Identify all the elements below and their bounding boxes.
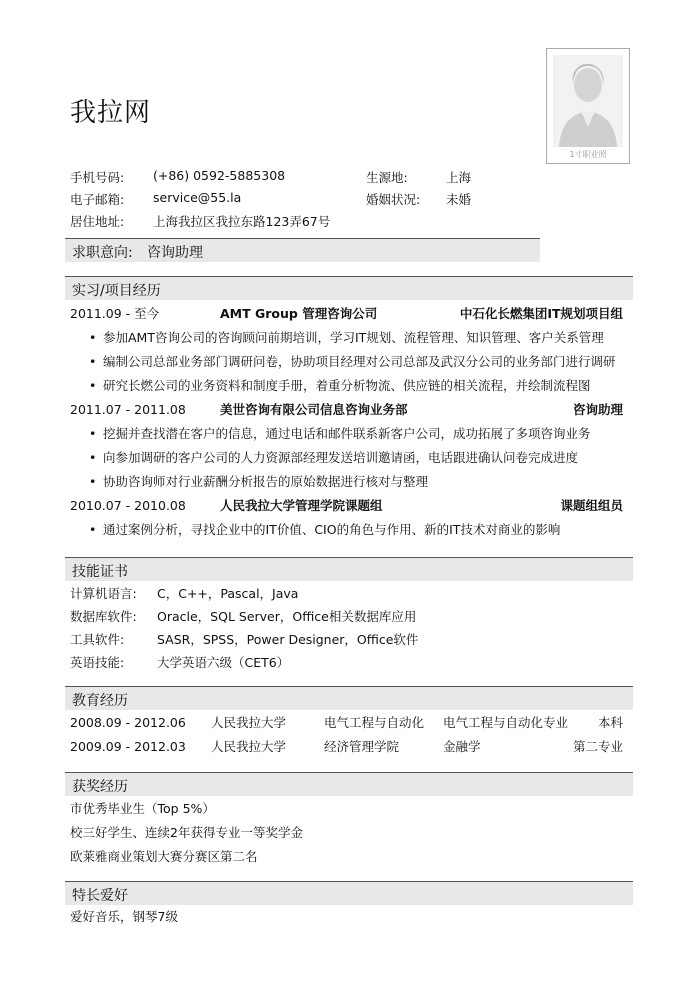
marital-value: 未婚 bbox=[446, 192, 472, 207]
exp2-bullet-1: • 挖掘并查找潜在客户的信息，通过电话和邮件联系新客户公司，成功拓展了多项咨询业务 bbox=[103, 425, 591, 443]
exp3-org: 人民我拉大学管理学院课题组 bbox=[220, 498, 383, 513]
job-intent-value: 咨询助理 bbox=[147, 245, 203, 261]
experience-section-header bbox=[65, 276, 633, 300]
hobbies-section-header bbox=[65, 881, 633, 905]
award-1: 市优秀毕业生（Top 5%） bbox=[70, 801, 215, 816]
exp3-date: 2010.07 - 2010.08 bbox=[70, 498, 186, 513]
edu1-school: 人民我拉大学 bbox=[211, 715, 287, 730]
profile-photo bbox=[546, 48, 630, 164]
exp1-bullet-1: • 参加AMT咨询公司的咨询顾问前期培训，学习IT规划、流程管理、知识管理、客户关系管理 bbox=[103, 329, 604, 347]
exp3-role: 课题组组员 bbox=[560, 498, 623, 513]
resume-name: 我拉网 bbox=[70, 98, 152, 128]
phone-value: (+86) 0592-5885308 bbox=[153, 168, 286, 183]
origin-label: 生源地: bbox=[366, 170, 408, 185]
award-2: 校三好学生、连续2年获得专业一等奖学金 bbox=[70, 825, 303, 840]
edu2-school: 人民我拉大学 bbox=[211, 739, 287, 754]
address-value: 上海我拉区我拉东路123弄67号 bbox=[153, 214, 331, 229]
job-intent-section bbox=[65, 238, 540, 262]
phone-label: 手机号码: bbox=[70, 170, 125, 185]
exp2-bullet-3: • 协助咨询师对行业薪酬分析报告的原始数据进行核对与整理 bbox=[103, 473, 428, 491]
exp2-org: 美世咨询有限公司信息咨询业务部 bbox=[220, 402, 408, 417]
awards-title: 获奖经历 bbox=[72, 779, 128, 795]
exp3-bullet-1: • 通过案例分析，寻找企业中的IT价值、CIO的角色与作用、新的IT技术对商业的影响 bbox=[103, 521, 560, 539]
job-intent-label: 求职意向: bbox=[72, 245, 133, 261]
edu1-college: 电气工程与自动化 bbox=[324, 715, 425, 730]
skills-section-header bbox=[65, 557, 633, 581]
edu2-degree: 第二专业 bbox=[572, 739, 623, 754]
exp1-bullet-2: • 编制公司总部业务部门调研问卷，协助项目经理对公司总部及武汉分公司的业务部门进行调研 bbox=[103, 353, 616, 371]
exp1-role: 中石化长燃集团IT规划项目组 bbox=[459, 306, 623, 321]
award-3: 欧莱雅商业策划大赛分赛区第二名 bbox=[70, 849, 258, 864]
exp2-date: 2011.07 - 2011.08 bbox=[70, 402, 186, 417]
skill-value-4: 大学英语六级（CET6） bbox=[157, 655, 290, 670]
edu2-college: 经济管理学院 bbox=[324, 739, 400, 754]
skill-value-1: C，C++，Pascal，Java bbox=[157, 586, 299, 601]
hobbies-title: 特长爱好 bbox=[72, 888, 128, 904]
origin-value: 上海 bbox=[446, 170, 472, 185]
skill-label-1: 计算机语言: bbox=[70, 586, 137, 601]
skill-label-3: 工具软件: bbox=[70, 632, 125, 647]
email-value: service@55.la bbox=[153, 190, 242, 205]
hobbies-text: 爱好音乐，钢琴7级 bbox=[70, 909, 178, 924]
exp2-bullet-2: • 向参加调研的客户公司的人力资源部经理发送培训邀请函，电话跟进确认问卷完成进度 bbox=[103, 449, 578, 467]
exp1-date: 2011.09 - 至今 bbox=[70, 306, 160, 321]
skills-title: 技能证书 bbox=[72, 564, 128, 580]
person-silhouette-icon bbox=[553, 55, 623, 147]
photo-caption: 1寸职业照 bbox=[569, 150, 607, 159]
awards-section-header bbox=[65, 772, 633, 796]
exp1-bullet-3: • 研究长燃公司的业务资料和制度手册，着重分析物流、供应链的相关流程，并绘制流程图 bbox=[103, 377, 591, 395]
email-label: 电子邮箱: bbox=[70, 192, 125, 207]
exp2-role: 咨询助理 bbox=[572, 402, 623, 417]
exp1-org: AMT Group 管理咨询公司 bbox=[220, 306, 378, 321]
skill-value-2: Oracle，SQL Server，Office相关数据库应用 bbox=[157, 609, 417, 624]
skill-label-4: 英语技能: bbox=[70, 655, 125, 670]
education-section-header bbox=[65, 686, 633, 710]
marital-label: 婚姻状况: bbox=[366, 192, 421, 207]
skill-label-2: 数据库软件: bbox=[70, 609, 137, 624]
address-label: 居住地址: bbox=[70, 214, 125, 229]
experience-title: 实习/项目经历 bbox=[72, 283, 161, 299]
edu1-major: 电气工程与自动化专业 bbox=[443, 715, 569, 730]
skill-value-3: SASR，SPSS，Power Designer，Office软件 bbox=[157, 632, 419, 647]
edu2-major: 金融学 bbox=[443, 739, 481, 754]
edu1-date: 2008.09 - 2012.06 bbox=[70, 715, 186, 730]
education-title: 教育经历 bbox=[72, 693, 128, 709]
edu2-date: 2009.09 - 2012.03 bbox=[70, 739, 186, 754]
edu1-degree: 本科 bbox=[597, 715, 623, 730]
avatar-placeholder bbox=[553, 55, 623, 147]
